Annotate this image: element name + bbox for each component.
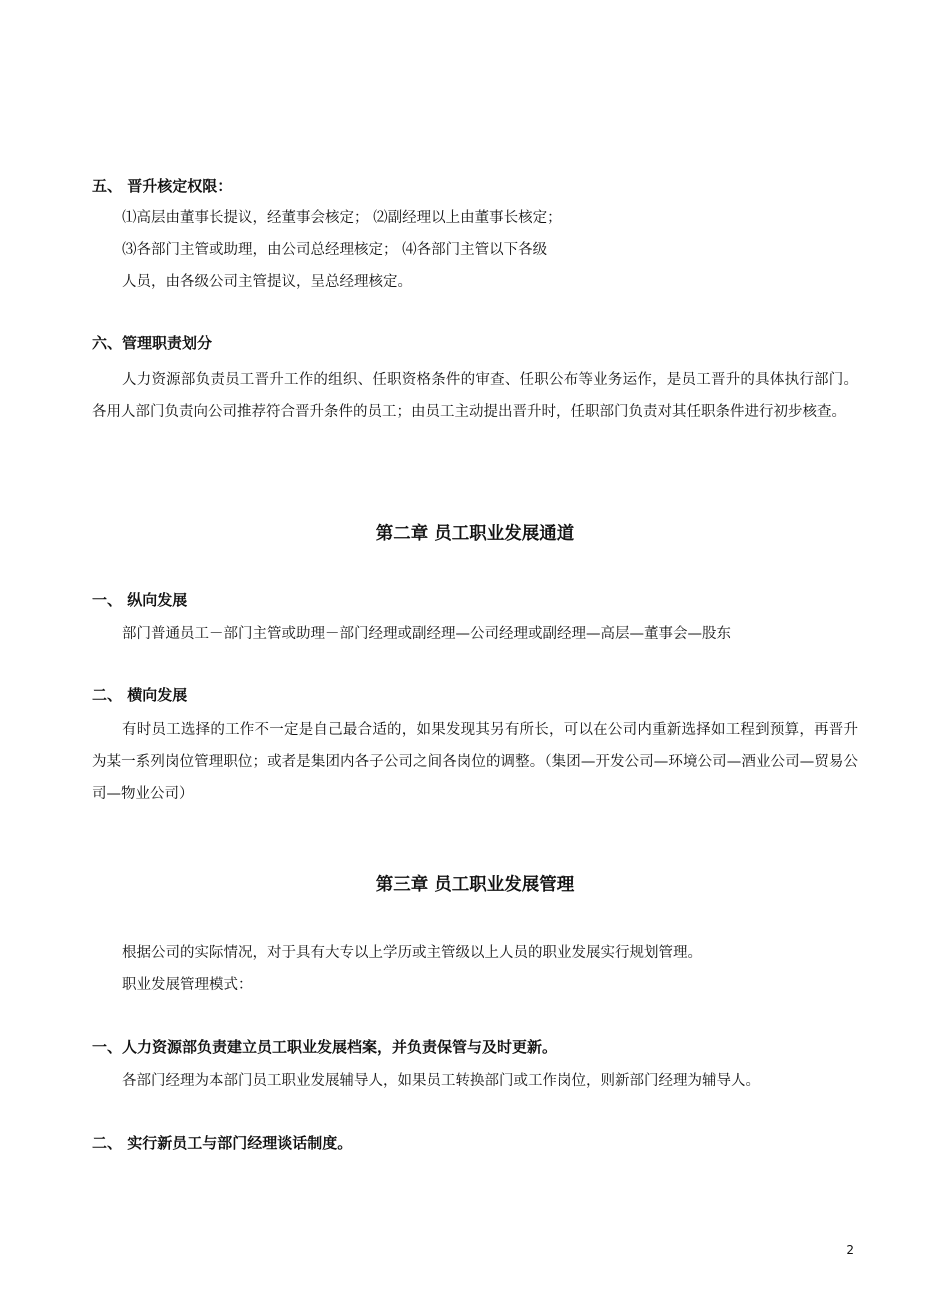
body-line: ⑴高层由董事长提议，经董事会核定； ⑵副经理以上由董事长核定； xyxy=(122,210,562,226)
section-heading-management-duties: 六、管理职责划分 xyxy=(92,334,213,352)
body-line: 人员，由各级公司主管提议，呈总经理核定。 xyxy=(122,274,412,290)
section-heading-promotion-authority: 五、 晋升核定权限： xyxy=(92,177,233,195)
section-heading-vertical: 一、 纵向发展 xyxy=(92,591,188,609)
chapter-title: 第三章 员工职业发展管理 xyxy=(375,875,575,895)
body-line: 根据公司的实际情况，对于具有大专以上学历或主管级以上人员的职业发展实行规划管理。 xyxy=(122,945,702,961)
body-line: ⑶各部门主管或助理，由公司总经理核定； ⑷各部门主管以下各级 xyxy=(122,242,548,258)
section-heading-interview-system: 二、 实行新员工与部门经理谈话制度。 xyxy=(92,1134,353,1152)
page-number: 2 xyxy=(846,1243,854,1257)
section-heading-horizontal: 二、 横向发展 xyxy=(92,686,188,704)
body-paragraph: 人力资源部负责员工晋升工作的组织、任职资格条件的审查、任职公布等业务运作，是员工晋升的具体执行部门。各用人部门负责向公司推荐符合晋升条件的员工；由员工主动提出晋升时，任职部门负责对其任职条件进行初步核查。 xyxy=(92,372,858,420)
body-line: 职业发展管理模式： xyxy=(122,977,253,993)
section-heading-career-file: 一、人力资源部负责建立员工职业发展档案，并负责保管与及时更新。 xyxy=(92,1038,558,1056)
body-paragraph: 有时员工选择的工作不一定是自己最合适的，如果发现其另有所长，可以在公司内重新选择如工程到预算，再晋升为某一系列岗位管理职位；或者是集团内各子公司之间各岗位的调整。（集团—开发公司—环境公司—酒业公司—贸易公司—物业公司） xyxy=(92,722,858,802)
body-line: 部门普通员工－部门主管或助理－部门经理或副经理—公司经理或副经理—高层—董事会—股东 xyxy=(122,626,731,642)
body-line: 各部门经理为本部门员工职业发展辅导人，如果员工转换部门或工作岗位，则新部门经理为辅导人。 xyxy=(122,1073,760,1089)
chapter-title: 第二章 员工职业发展通道 xyxy=(375,524,575,544)
